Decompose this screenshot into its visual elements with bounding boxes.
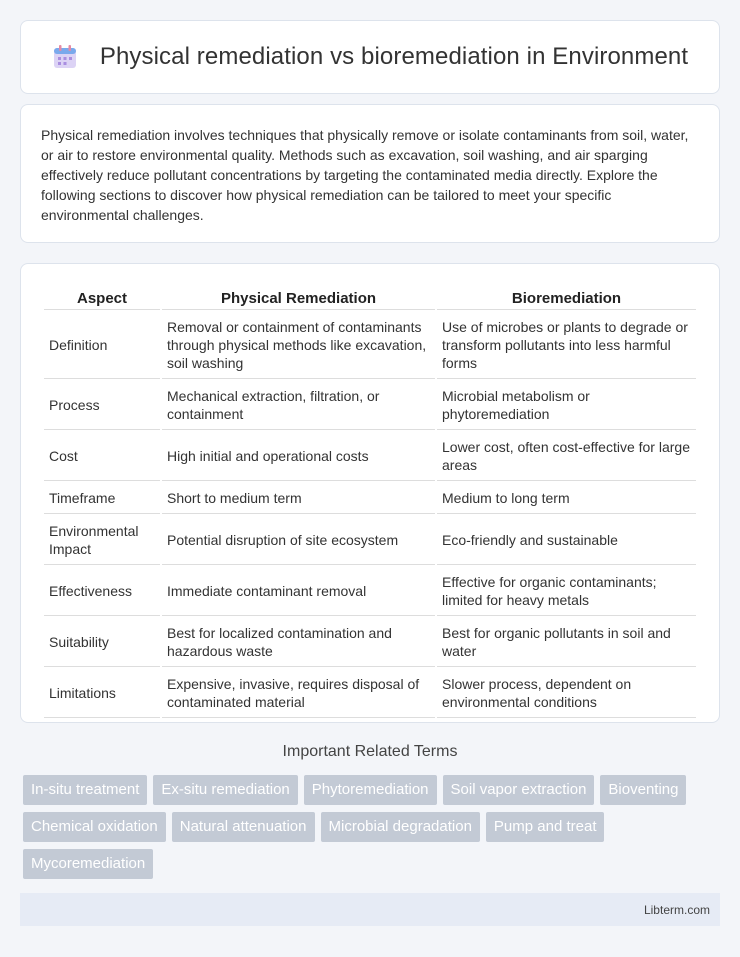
bio-cell: Use of microbes or plants to degrade or transform pollutants into less harmful forms bbox=[437, 312, 696, 379]
intro-card bbox=[20, 104, 720, 243]
footer-site-link[interactable]: Libterm.com bbox=[643, 902, 710, 917]
related-terms-title: Important Related Terms bbox=[282, 743, 458, 760]
comparison-card bbox=[20, 263, 720, 723]
term-tag[interactable]: Bioventing bbox=[600, 775, 686, 805]
header-physical: Physical Remediation bbox=[162, 286, 435, 310]
term-tag[interactable]: Soil vapor extraction bbox=[443, 775, 595, 805]
calendar-icon bbox=[52, 44, 78, 70]
aspect-cell: Effectiveness bbox=[44, 567, 160, 616]
physical-cell: Best for localized contamination and hazardous waste bbox=[162, 618, 435, 667]
table-row bbox=[44, 516, 696, 565]
aspect-cell: Cost bbox=[44, 432, 160, 481]
header-card bbox=[20, 20, 720, 94]
physical-cell: Short to medium term bbox=[162, 483, 435, 514]
header-aspect: Aspect bbox=[44, 286, 160, 310]
term-tag[interactable]: Ex-situ remediation bbox=[153, 775, 297, 805]
bio-cell: Lower cost, often cost-effective for large areas bbox=[437, 432, 696, 481]
physical-cell: Removal or containment of contaminants through physical methods like excavation, soil washing bbox=[162, 312, 435, 379]
comparison-table bbox=[42, 284, 698, 720]
table-row bbox=[44, 567, 696, 616]
page-title: Physical remediation vs bioremediation in Environment bbox=[99, 43, 689, 70]
table-row bbox=[44, 312, 696, 379]
table-header-row bbox=[44, 286, 696, 310]
footer bbox=[20, 893, 720, 926]
aspect-cell: Timeframe bbox=[44, 483, 160, 514]
term-tag[interactable]: Chemical oxidation bbox=[23, 812, 166, 842]
aspect-cell: Environmental Impact bbox=[44, 516, 160, 565]
table-row bbox=[44, 618, 696, 667]
physical-cell: Immediate contaminant removal bbox=[162, 567, 435, 616]
aspect-cell: Limitations bbox=[44, 669, 160, 718]
term-tag[interactable]: Mycoremediation bbox=[23, 849, 153, 879]
term-tag[interactable]: Natural attenuation bbox=[172, 812, 315, 842]
physical-cell: Expensive, invasive, requires disposal of contaminated material bbox=[162, 669, 435, 718]
table-row bbox=[44, 669, 696, 718]
header-bio: Bioremediation bbox=[437, 286, 696, 310]
bio-cell: Medium to long term bbox=[437, 483, 696, 514]
term-tag[interactable]: Pump and treat bbox=[486, 812, 605, 842]
aspect-cell: Suitability bbox=[44, 618, 160, 667]
bio-cell: Eco-friendly and sustainable bbox=[437, 516, 696, 565]
physical-cell: High initial and operational costs bbox=[162, 432, 435, 481]
table-row bbox=[44, 432, 696, 481]
aspect-cell: Definition bbox=[44, 312, 160, 379]
table-row bbox=[44, 381, 696, 430]
aspect-cell: Process bbox=[44, 381, 160, 430]
term-tag[interactable]: Microbial degradation bbox=[321, 812, 480, 842]
physical-cell: Mechanical extraction, filtration, or containment bbox=[162, 381, 435, 430]
bio-cell: Microbial metabolism or phytoremediation bbox=[437, 381, 696, 430]
physical-cell: Potential disruption of site ecosystem bbox=[162, 516, 435, 565]
term-tag[interactable]: In-situ treatment bbox=[23, 775, 147, 805]
bio-cell: Effective for organic contaminants; limited for heavy metals bbox=[437, 567, 696, 616]
bio-cell: Best for organic pollutants in soil and water bbox=[437, 618, 696, 667]
bio-cell: Slower process, dependent on environmental conditions bbox=[437, 669, 696, 718]
related-terms-list bbox=[23, 775, 723, 879]
intro-text: Physical remediation involves techniques that physically remove or isolate contaminants from soil, water, or air to restore environmental quality. Methods such as excavation, soil washing, and air sparging effectively reduce pollutant concentrations by targeting the contaminated media directly. Explore the following sections to discover how physical remediation can be tailored to meet your specific environmental challenges. bbox=[41, 127, 689, 223]
term-tag[interactable]: Phytoremediation bbox=[304, 775, 437, 805]
table-row bbox=[44, 483, 696, 514]
